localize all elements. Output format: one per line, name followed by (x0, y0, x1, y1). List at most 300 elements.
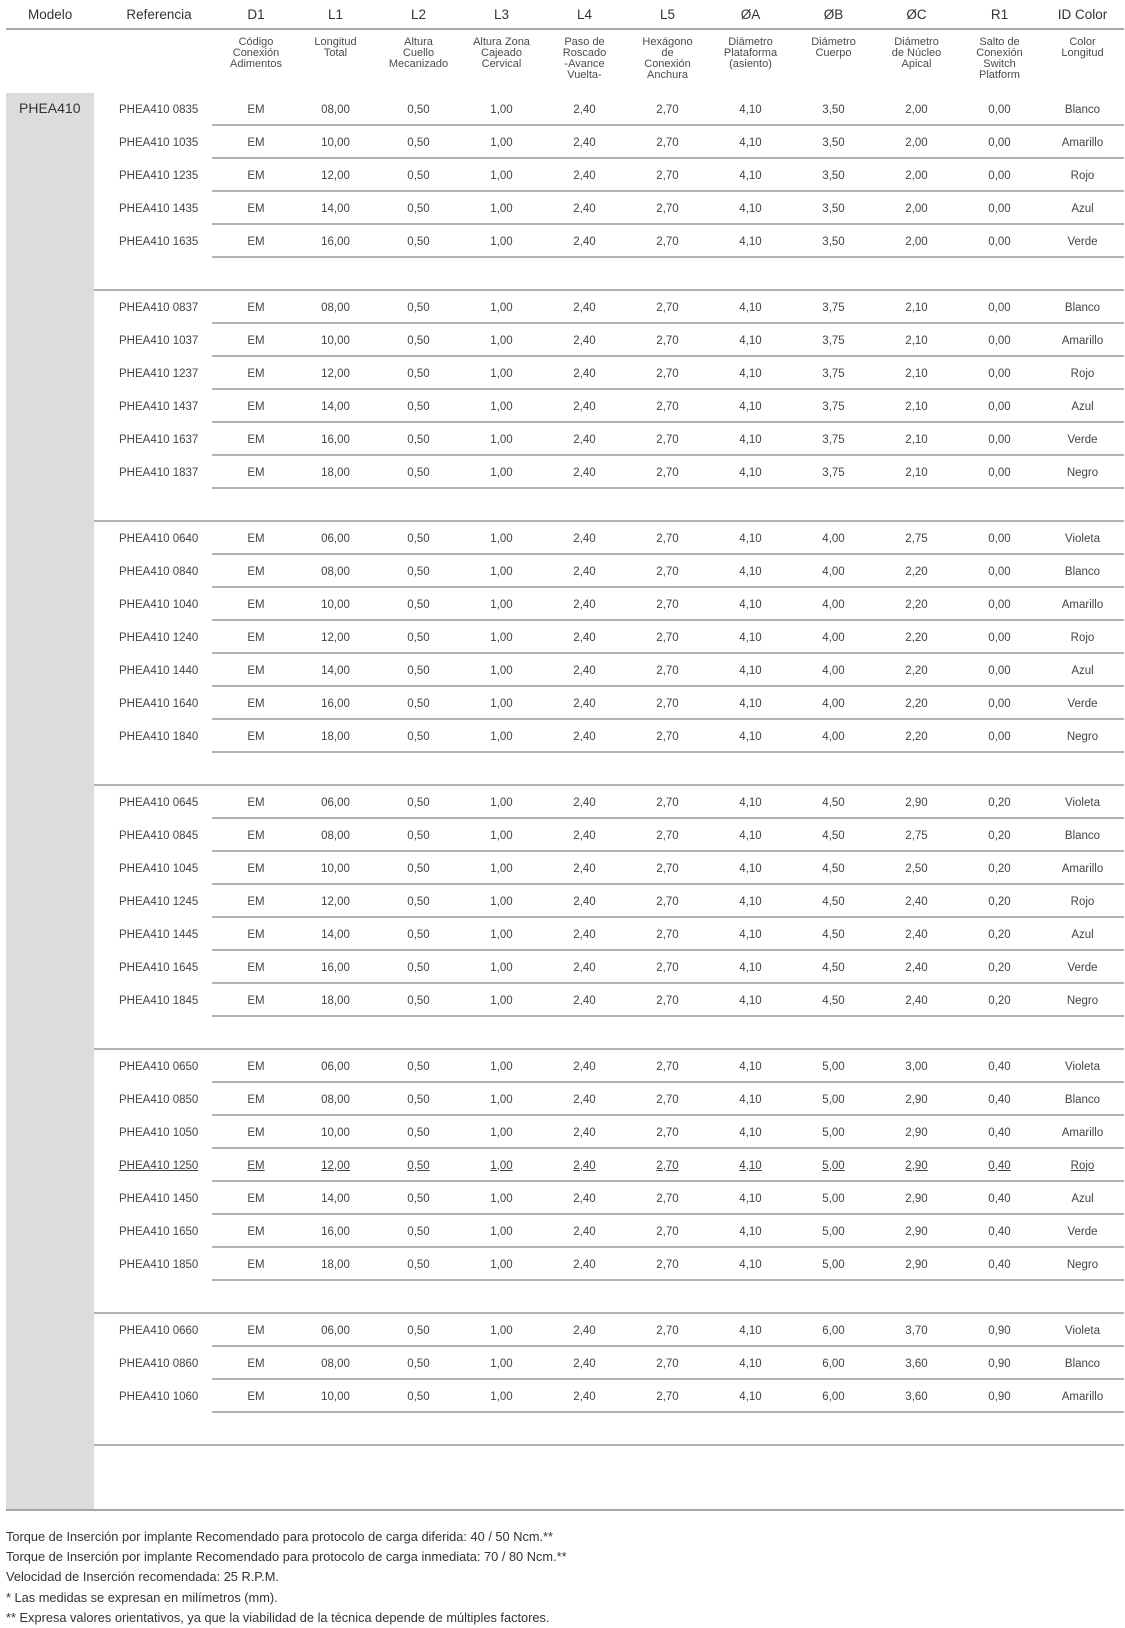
table-cell: 2,40 (573, 202, 596, 215)
table-cell: 0,50 (407, 301, 430, 314)
table-cell: 4,10 (739, 862, 762, 875)
group-spacer (6, 1281, 1124, 1314)
table-cell: 4,10 (739, 994, 762, 1007)
referencia-cell: PHEA410 1435 (119, 202, 199, 215)
table-row (6, 720, 1124, 753)
table-cell: EM (247, 664, 265, 677)
table-cell: 0,50 (407, 796, 430, 809)
referencia-cell: PHEA410 1635 (119, 235, 199, 248)
table-cell: 2,70 (656, 895, 679, 908)
table-cell: 6,00 (822, 1357, 845, 1370)
table-row (6, 225, 1124, 258)
table-cell: 0,00 (988, 565, 1011, 578)
table-cell: 14,00 (321, 928, 350, 941)
table-cell: EM (247, 1225, 265, 1238)
referencia-cell: PHEA410 0837 (119, 301, 199, 314)
table-cell: 0,50 (407, 994, 430, 1007)
table-cell: Rojo (1070, 169, 1095, 182)
table-cell: EM (247, 631, 265, 644)
table-row (6, 918, 1124, 951)
table-cell: 1,00 (490, 961, 513, 974)
table-cell: 4,10 (739, 1126, 762, 1139)
table-cell: 10,00 (321, 1126, 350, 1139)
table-cell: 5,00 (822, 1126, 845, 1139)
table-row (6, 1149, 1124, 1182)
table-cell: 1,00 (490, 169, 513, 182)
table-cell: 0,00 (988, 433, 1011, 446)
table-cell: 3,00 (905, 1060, 928, 1073)
table-cell: 0,00 (988, 103, 1011, 116)
table-cell: 18,00 (321, 730, 350, 743)
table-cell: 06,00 (321, 1060, 350, 1073)
table-cell: 0,20 (988, 862, 1011, 875)
table-cell: 5,00 (822, 1093, 845, 1106)
table-cell: 2,40 (573, 1258, 596, 1271)
referencia-cell: PHEA410 1650 (119, 1225, 199, 1238)
table-cell: Azul (1071, 202, 1094, 215)
table-cell: 4,00 (822, 532, 845, 545)
table-cell: 1,00 (490, 928, 513, 941)
table-cell: 2,90 (905, 796, 928, 809)
table-cell: 2,40 (573, 862, 596, 875)
column-header: L5 (659, 6, 676, 22)
table-cell: 14,00 (321, 400, 350, 413)
table-cell: Amarillo (1061, 598, 1104, 611)
referencia-cell: PHEA410 1845 (119, 994, 199, 1007)
table-row (6, 1215, 1124, 1248)
table-cell: 5,00 (822, 1225, 845, 1238)
table-cell: EM (247, 334, 265, 347)
column-subheader: Paso de Roscado -Avance Vuelta- (562, 36, 607, 81)
table-cell: 1,00 (490, 202, 513, 215)
table-cell: 4,00 (822, 664, 845, 677)
table-cell: EM (247, 169, 265, 182)
table-cell: EM (247, 862, 265, 875)
referencia-cell: PHEA410 1045 (119, 862, 199, 875)
table-cell: 0,00 (988, 697, 1011, 710)
table-cell: EM (247, 235, 265, 248)
table-cell: Azul (1071, 664, 1094, 677)
table-cell: 2,90 (905, 1192, 928, 1205)
referencia-cell: PHEA410 0835 (119, 103, 199, 116)
table-row (6, 588, 1124, 621)
table-cell: 2,70 (656, 301, 679, 314)
table-cell: 2,10 (905, 367, 928, 380)
table-cell: Blanco (1064, 829, 1101, 842)
table-cell: Azul (1071, 400, 1094, 413)
table-cell: 2,40 (573, 235, 596, 248)
table-cell: 12,00 (321, 1159, 350, 1172)
group-spacer (6, 258, 1124, 291)
table-cell: 4,10 (739, 532, 762, 545)
table-cell: 2,70 (656, 532, 679, 545)
column-subheader: Altura Cuello Mecanizado (388, 36, 449, 70)
table-cell: EM (247, 928, 265, 941)
table-cell: 6,00 (822, 1390, 845, 1403)
table-cell: 4,10 (739, 1324, 762, 1337)
table-cell: 1,00 (490, 598, 513, 611)
note-torque-inmediata: Torque de Inserción por implante Recomendado para protocolo de carga inmediata: 70 / 80 Ncm.** (6, 1549, 567, 1565)
table-row (6, 357, 1124, 390)
table-cell: 2,00 (905, 169, 928, 182)
table-cell: 4,10 (739, 928, 762, 941)
column-header: ØB (823, 6, 844, 22)
table-cell: 0,00 (988, 367, 1011, 380)
table-cell: EM (247, 1060, 265, 1073)
table-cell: 2,70 (656, 466, 679, 479)
table-cell: 2,70 (656, 1126, 679, 1139)
table-cell: 4,10 (739, 961, 762, 974)
table-cell: 3,75 (822, 301, 845, 314)
table-cell: 2,70 (656, 829, 679, 842)
table-cell: 1,00 (490, 730, 513, 743)
table-cell: 2,20 (905, 664, 928, 677)
table-cell: EM (247, 829, 265, 842)
referencia-cell: PHEA410 1237 (119, 367, 199, 380)
column-subheader: Altura Zona Cajeado Cervical (473, 36, 530, 70)
table-cell: 2,40 (573, 664, 596, 677)
table-row (6, 390, 1124, 423)
table-cell: Violeta (1065, 796, 1100, 809)
table-cell: 3,50 (822, 169, 845, 182)
table-cell: 0,00 (988, 598, 1011, 611)
table-cell: Verde (1067, 697, 1098, 710)
referencia-cell: PHEA410 1060 (119, 1390, 199, 1403)
table-cell: 1,00 (490, 103, 513, 116)
table-cell: 2,70 (656, 1390, 679, 1403)
table-cell: 0,40 (988, 1060, 1011, 1073)
table-cell: 4,10 (739, 1390, 762, 1403)
table-cell: 2,40 (573, 1225, 596, 1238)
table-cell: 08,00 (321, 565, 350, 578)
table-cell: 2,20 (905, 631, 928, 644)
table-cell: 2,40 (573, 1324, 596, 1337)
table-cell: 0,40 (988, 1126, 1011, 1139)
table-cell: 4,10 (739, 1357, 762, 1370)
table-cell: 1,00 (490, 895, 513, 908)
table-cell: 1,00 (490, 796, 513, 809)
table-cell: 0,50 (407, 1159, 430, 1172)
referencia-cell: PHEA410 1450 (119, 1192, 199, 1205)
table-cell: 2,00 (905, 202, 928, 215)
table-cell: EM (247, 730, 265, 743)
table-cell: 2,70 (656, 367, 679, 380)
table-cell: 4,00 (822, 631, 845, 644)
table-cell: 16,00 (321, 1225, 350, 1238)
table-cell: 18,00 (321, 994, 350, 1007)
table-cell: 1,00 (490, 532, 513, 545)
table-subheader (6, 37, 1124, 87)
table-cell: 2,70 (656, 1159, 679, 1172)
table-cell: EM (247, 433, 265, 446)
table-cell: 2,70 (656, 1093, 679, 1106)
table-cell: 4,50 (822, 829, 845, 842)
table-cell: 5,00 (822, 1258, 845, 1271)
table-cell: 0,40 (988, 1258, 1011, 1271)
table-cell: Negro (1066, 730, 1099, 743)
table-cell: 2,10 (905, 433, 928, 446)
table-cell: 1,00 (490, 631, 513, 644)
table-cell: 2,00 (905, 136, 928, 149)
referencia-cell: PHEA410 1050 (119, 1126, 199, 1139)
note-orientativos: ** Expresa valores orientativos, ya que la viabilidad de la técnica depende de múltiples factores. (6, 1609, 550, 1625)
table-cell: 2,70 (656, 1258, 679, 1271)
column-subheader: Longitud Total (314, 36, 357, 59)
table-cell: 4,10 (739, 1258, 762, 1271)
column-subheader: Diámetro Cuerpo (811, 36, 856, 59)
table-cell: EM (247, 1390, 265, 1403)
table-cell: 10,00 (321, 334, 350, 347)
table-cell: 0,90 (988, 1324, 1011, 1337)
table-cell: 5,00 (822, 1192, 845, 1205)
table-cell: 2,10 (905, 301, 928, 314)
column-header: ID Color (1057, 6, 1108, 22)
table-cell: 2,40 (905, 994, 928, 1007)
table-cell: 2,70 (656, 1324, 679, 1337)
table-cell: 0,50 (407, 895, 430, 908)
table-cell: 2,10 (905, 400, 928, 413)
table-cell: 2,70 (656, 1060, 679, 1073)
table-cell: 0,50 (407, 202, 430, 215)
table-cell: EM (247, 994, 265, 1007)
footnotes (6, 1527, 567, 1628)
table-cell: 1,00 (490, 1225, 513, 1238)
table-cell: 2,20 (905, 598, 928, 611)
table-cell: Rojo (1070, 1159, 1095, 1172)
table-cell: 2,10 (905, 466, 928, 479)
table-cell: 2,70 (656, 1225, 679, 1238)
table-cell: 4,10 (739, 730, 762, 743)
table-cell: 0,50 (407, 565, 430, 578)
referencia-cell: PHEA410 1440 (119, 664, 199, 677)
table-cell: 06,00 (321, 796, 350, 809)
table-row (6, 423, 1124, 456)
table-cell: 3,60 (905, 1357, 928, 1370)
table-cell: 2,40 (573, 994, 596, 1007)
referencia-cell: PHEA410 0650 (119, 1060, 199, 1073)
table-cell: 2,40 (905, 961, 928, 974)
table-cell: 2,90 (905, 1225, 928, 1238)
table-cell: 0,50 (407, 400, 430, 413)
table-cell: 0,00 (988, 631, 1011, 644)
header-divider (6, 28, 1124, 30)
table-cell: 4,10 (739, 103, 762, 116)
table-row (6, 456, 1124, 489)
referencia-cell: PHEA410 0845 (119, 829, 199, 842)
column-header: L2 (410, 6, 427, 22)
table-cell: 4,00 (822, 598, 845, 611)
table-cell: 14,00 (321, 664, 350, 677)
table-cell: 08,00 (321, 1093, 350, 1106)
table-cell: 0,50 (407, 367, 430, 380)
table-cell: 4,10 (739, 829, 762, 842)
table-cell: 3,50 (822, 235, 845, 248)
table-cell: 1,00 (490, 829, 513, 842)
table-cell: 2,40 (573, 1357, 596, 1370)
table-cell: 0,50 (407, 598, 430, 611)
table-cell: 3,50 (822, 136, 845, 149)
table-cell: 4,10 (739, 235, 762, 248)
table-cell: 2,70 (656, 103, 679, 116)
table-row (6, 819, 1124, 852)
table-cell: 0,50 (407, 1258, 430, 1271)
table-cell: EM (247, 796, 265, 809)
table-cell: 2,75 (905, 829, 928, 842)
referencia-cell: PHEA410 1637 (119, 433, 199, 446)
table-cell: EM (247, 103, 265, 116)
referencia-cell: PHEA410 1640 (119, 697, 199, 710)
table-cell: 3,75 (822, 433, 845, 446)
referencia-cell: PHEA410 1037 (119, 334, 199, 347)
column-header: D1 (247, 6, 265, 22)
table-cell: Amarillo (1061, 136, 1104, 149)
table-cell: 2,40 (573, 433, 596, 446)
table-cell: 4,10 (739, 664, 762, 677)
table-cell: 2,70 (656, 1357, 679, 1370)
table-cell: 2,40 (573, 466, 596, 479)
column-header: L4 (576, 6, 593, 22)
table-row (6, 687, 1124, 720)
table-cell: EM (247, 367, 265, 380)
table-cell: 0,50 (407, 1093, 430, 1106)
table-cell: 3,50 (822, 202, 845, 215)
table-cell: 1,00 (490, 565, 513, 578)
table-cell: 2,40 (573, 565, 596, 578)
table-cell: EM (247, 202, 265, 215)
table-cell: Azul (1071, 928, 1094, 941)
table-cell: 0,50 (407, 169, 430, 182)
table-cell: 2,40 (573, 697, 596, 710)
table-row (6, 126, 1124, 159)
referencia-cell: PHEA410 0660 (119, 1324, 199, 1337)
table-cell: 3,75 (822, 466, 845, 479)
table-cell: 4,10 (739, 334, 762, 347)
table-cell: 2,40 (573, 1093, 596, 1106)
table-row (6, 1083, 1124, 1116)
table-cell: 1,00 (490, 1258, 513, 1271)
table-cell: Blanco (1064, 1093, 1101, 1106)
table-cell: 2,40 (573, 1060, 596, 1073)
table-cell: 2,40 (573, 400, 596, 413)
table-cell: 0,90 (988, 1390, 1011, 1403)
table-cell: 0,20 (988, 961, 1011, 974)
table-cell: 16,00 (321, 697, 350, 710)
referencia-cell: PHEA410 0860 (119, 1357, 199, 1370)
referencia-cell: PHEA410 0645 (119, 796, 199, 809)
table-cell: 2,90 (905, 1093, 928, 1106)
table-cell: 2,40 (573, 961, 596, 974)
table-cell: 2,70 (656, 664, 679, 677)
table-cell: 2,90 (905, 1126, 928, 1139)
table-cell: 4,50 (822, 895, 845, 908)
column-subheader: Diámetro Plataforma (asiento) (723, 36, 778, 70)
table-cell: 0,00 (988, 664, 1011, 677)
table-cell: 3,70 (905, 1324, 928, 1337)
table-cell: 0,00 (988, 532, 1011, 545)
table-cell: 0,20 (988, 928, 1011, 941)
table-cell: 4,10 (739, 400, 762, 413)
table-cell: 1,00 (490, 664, 513, 677)
column-header: L3 (493, 6, 510, 22)
table-cell: 2,50 (905, 862, 928, 875)
table-body (6, 93, 1124, 1446)
table-cell: 2,40 (573, 730, 596, 743)
modelo-label: PHEA410 (19, 100, 81, 116)
table-cell: Verde (1067, 1225, 1098, 1238)
table-cell: 0,50 (407, 1192, 430, 1205)
table-cell: 0,00 (988, 202, 1011, 215)
column-header: ØC (906, 6, 927, 22)
table-cell: Verde (1067, 235, 1098, 248)
table-cell: 4,50 (822, 994, 845, 1007)
table-cell: Verde (1067, 433, 1098, 446)
table-cell: 2,70 (656, 235, 679, 248)
table-cell: 4,10 (739, 631, 762, 644)
table-cell: 0,50 (407, 697, 430, 710)
group-spacer (6, 753, 1124, 786)
column-subheader: Código Conexión Adimentos (230, 36, 282, 70)
referencia-cell: PHEA410 1250 (119, 1159, 199, 1172)
table-cell: 1,00 (490, 466, 513, 479)
table-cell: 2,00 (905, 103, 928, 116)
table-cell: 2,70 (656, 169, 679, 182)
table-cell: 1,00 (490, 1324, 513, 1337)
table-cell: 4,10 (739, 136, 762, 149)
table-cell: EM (247, 1258, 265, 1271)
table-cell: 4,50 (822, 928, 845, 941)
table-cell: 2,40 (573, 796, 596, 809)
table-row (6, 324, 1124, 357)
table-cell: 4,10 (739, 1225, 762, 1238)
table-cell: 16,00 (321, 235, 350, 248)
table-row (6, 555, 1124, 588)
table-cell: 0,50 (407, 1324, 430, 1337)
table-cell: 2,70 (656, 961, 679, 974)
table-cell: 4,10 (739, 1060, 762, 1073)
table-bottom-rule (6, 1509, 1124, 1511)
table-cell: 2,40 (573, 532, 596, 545)
table-cell: 2,20 (905, 730, 928, 743)
table-cell: 4,10 (739, 895, 762, 908)
table-cell: 2,70 (656, 136, 679, 149)
table-cell: 0,50 (407, 730, 430, 743)
table-row (6, 1347, 1124, 1380)
table-cell: 0,40 (988, 1093, 1011, 1106)
note-velocidad: Velocidad de Inserción recomendada: 25 R.P.M. (6, 1569, 279, 1585)
table-cell: 2,00 (905, 235, 928, 248)
table-cell: 0,40 (988, 1225, 1011, 1238)
table-cell: 0,00 (988, 301, 1011, 314)
table-cell: 0,50 (407, 103, 430, 116)
table-cell: 0,00 (988, 334, 1011, 347)
column-subheader (100, 37, 218, 87)
referencia-cell: PHEA410 1445 (119, 928, 199, 941)
referencia-cell: PHEA410 1850 (119, 1258, 199, 1271)
table-cell: 4,10 (739, 433, 762, 446)
table-cell: 2,90 (905, 1258, 928, 1271)
table-cell: 3,75 (822, 400, 845, 413)
table-cell: EM (247, 136, 265, 149)
table-cell: 2,40 (573, 301, 596, 314)
table-cell: 08,00 (321, 301, 350, 314)
table-cell: EM (247, 1159, 265, 1172)
table-cell: 0,00 (988, 730, 1011, 743)
table-cell: 0,50 (407, 433, 430, 446)
table-cell: 1,00 (490, 367, 513, 380)
table-cell: EM (247, 1324, 265, 1337)
table-cell: 1,00 (490, 1159, 513, 1172)
table-cell: 4,10 (739, 301, 762, 314)
